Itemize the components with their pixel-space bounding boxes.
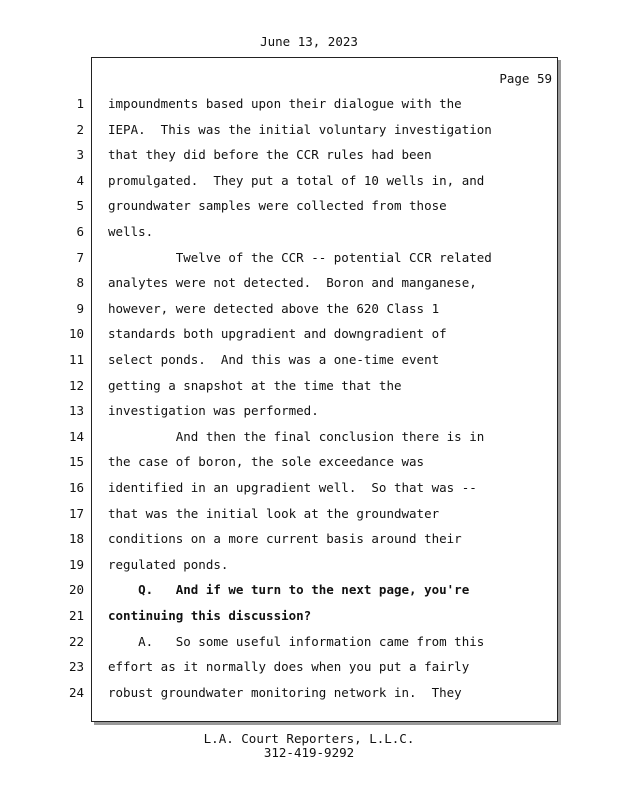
line-number: 19 <box>68 556 84 572</box>
line-number: 16 <box>68 480 84 495</box>
line-number: 15 <box>68 454 84 470</box>
transcript-line-text: the case of boron, the sole exceedance was <box>108 454 425 470</box>
transcript-line-text: investigation was performed. <box>108 403 319 419</box>
line-number: 6 <box>76 224 84 239</box>
footer <box>0 732 618 760</box>
transcript-line-text: identified in an upgradient well. So that was -- <box>108 480 477 495</box>
line-number: 1 <box>76 96 84 111</box>
transcript-line-text: select ponds. And this was a one-time event <box>108 352 440 367</box>
transcript-line-text: IEPA. This was the initial voluntary investigation <box>108 121 492 137</box>
transcript-date: June 13, 2023 <box>260 34 358 49</box>
transcript-line-text: that was the initial look at the groundwater <box>108 505 440 521</box>
line-number: 17 <box>68 505 84 521</box>
line-number: 9 <box>76 300 84 316</box>
line-number: 14 <box>68 428 84 444</box>
line-number: 22 <box>68 633 84 649</box>
transcript-line-text: getting a snapshot at the time that the <box>108 377 402 393</box>
line-number: 18 <box>68 531 84 547</box>
transcript-line-text: effort as it normally does when you put a fairly <box>108 659 470 675</box>
line-number: 10 <box>68 326 84 342</box>
transcript-line-text: Twelve of the CCR -- potential CCR related <box>108 249 492 265</box>
transcript-line-text: however, were detected above the 620 Class 1 <box>108 300 440 316</box>
transcript-line-text: And then the final conclusion there is in <box>108 428 485 444</box>
transcript-line-text: standards both upgradient and downgradient of <box>108 326 447 342</box>
page-number: Page 59 <box>499 71 552 86</box>
line-number: 11 <box>68 352 84 367</box>
transcript-line-text: robust groundwater monitoring network in. They <box>108 684 462 700</box>
line-number: 21 <box>68 608 84 623</box>
line-number: 2 <box>76 121 84 137</box>
line-number: 20 <box>68 582 84 598</box>
line-number: 4 <box>76 172 84 188</box>
transcript-line-text: Q. And if we turn to the next page, you're <box>108 582 470 598</box>
transcript-line-text: regulated ponds. <box>108 556 229 572</box>
reporter-phone: 312-419-9292 <box>263 745 355 760</box>
line-number: 12 <box>68 377 84 393</box>
transcript-line-text: A. So some useful information came from this <box>108 633 485 649</box>
transcript-line-text: wells. <box>108 224 154 239</box>
transcript-line-text: impoundments based upon their dialogue with the <box>108 96 462 111</box>
line-number: 5 <box>76 198 84 214</box>
line-number: 23 <box>68 659 84 675</box>
line-number: 24 <box>68 684 84 700</box>
transcript-line-text: groundwater samples were collected from those <box>108 198 447 214</box>
line-number: 7 <box>76 249 84 265</box>
line-number: 3 <box>76 147 84 163</box>
line-number: 8 <box>76 275 84 291</box>
transcript-line-text: continuing this discussion? <box>108 608 312 623</box>
transcript-line-text: analytes were not detected. Boron and manganese, <box>108 275 477 291</box>
transcript-line-text: that they did before the CCR rules had been <box>108 147 432 163</box>
transcript-line-text: promulgated. They put a total of 10 wells in, and <box>108 172 485 188</box>
reporter-company: L.A. Court Reporters, L.L.C. <box>203 731 415 746</box>
line-number: 13 <box>68 403 84 419</box>
transcript-line-text: conditions on a more current basis around their <box>108 531 462 547</box>
